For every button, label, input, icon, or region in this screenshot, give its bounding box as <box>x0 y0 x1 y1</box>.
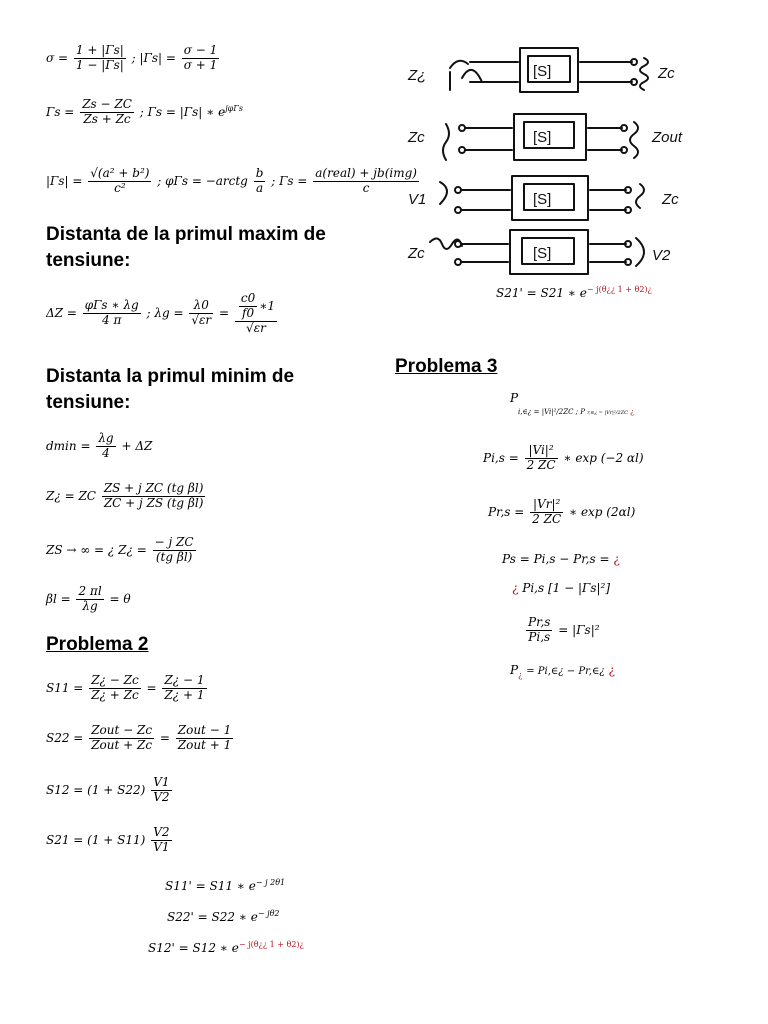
eq-ps <box>502 553 620 567</box>
frac-dz <box>83 299 141 328</box>
frac-s22-a-den: Zout + Zc <box>91 737 153 752</box>
frac-lg-den: √εr <box>191 313 212 328</box>
eq-s21-prime <box>496 285 652 301</box>
eq-zinf-lhs: ZS → ∞ = ¿ Z¿ = <box>46 542 147 557</box>
heading-problema-3: Problema 3 <box>395 356 498 377</box>
frac-c0-f0 <box>239 292 257 321</box>
eq-dmin <box>46 432 152 461</box>
frac-prs-num: |Vr|² <box>530 498 563 513</box>
sketch-row-4-left: Zc <box>408 245 425 262</box>
eq-phi-lhs: ; φΓs = −arctg <box>157 173 248 188</box>
sketch-row-3-right: Zc <box>662 191 679 208</box>
eq-pl-rhs: = Pi,∈¿ − Pr,∈¿ <box>526 666 605 677</box>
frac-pis-num: |Vi|² <box>525 444 558 459</box>
eq-dmin-lhs: dmin = <box>46 438 91 453</box>
sketch-block-2-label: [S] <box>533 129 552 146</box>
eq-ratio-tail: = |Γs|² <box>558 622 600 637</box>
eq-prs-tail: ∗ exp (2αl) <box>568 504 636 519</box>
eq-gamma-s <box>46 98 243 127</box>
frac-lg <box>189 299 213 328</box>
eq-s11-lhs: S11 = <box>46 680 84 695</box>
frac-s21-den: V1 <box>153 839 170 854</box>
frac-s21 <box>151 826 171 855</box>
frac-gamma-c-num: a(real) + jb(img) <box>315 166 417 180</box>
eq-p-load <box>510 664 615 680</box>
eq-zin-lhs: Z¿ = ZC <box>46 488 96 503</box>
eq-modulus <box>46 167 421 196</box>
frac-mod-num: √(a² + b²) <box>90 166 150 180</box>
frac-s11-a-den: Z¿ + Zc <box>91 687 139 702</box>
eq-ratio <box>524 616 600 645</box>
frac-dmin-den: 4 <box>102 445 110 460</box>
frac-lg2-tail: ∗1 <box>259 298 276 313</box>
eq-s12p-exp: − j(θ¿¿ 1 + θ2)¿ <box>238 940 304 949</box>
frac-gamma-abs-num: σ − 1 <box>183 43 218 57</box>
eq-pl-red2: ¿ <box>608 663 615 677</box>
eq-sigma <box>46 44 221 73</box>
eq-p-in <box>510 392 518 406</box>
eq-ps2-red: ¿ <box>512 581 519 595</box>
eq-s12-lhs: S12 = (1 + S22) <box>46 782 146 797</box>
eq-gamma-s-rhs: ; Γs = |Γs| ∗ e <box>139 104 226 119</box>
frac-mod-den: c² <box>114 180 126 195</box>
frac-dz-den: 4 π <box>102 313 122 328</box>
frac-phi-den: a <box>255 180 264 195</box>
frac-prs <box>530 498 563 527</box>
sketch-block-3-label: [S] <box>533 191 552 208</box>
eq-p-in-sub-text: i,∈¿ = |Vi|²/2ZC ; P <box>518 408 585 416</box>
frac-phi-num: b <box>255 166 264 180</box>
eq-s12p-text: S12' = S12 ∗ e <box>148 941 239 955</box>
sketch-row-2-right: Zout <box>652 129 683 146</box>
sketch-row-4-right: V2 <box>652 247 671 264</box>
frac-dmin-num: λg <box>98 431 114 445</box>
frac-gamma-abs <box>182 44 220 73</box>
heading-problema-2: Problema 2 <box>46 634 149 655</box>
eq-lg-lhs: ; λg = <box>146 306 184 321</box>
frac-lg-num: λ0 <box>189 299 213 314</box>
frac-zinf <box>153 536 196 565</box>
eq-s21-lhs: S21 = (1 + S11) <box>46 832 146 847</box>
eq-s21p-exp: − j(θ¿¿ 1 + θ2)¿ <box>586 285 652 294</box>
heading-min-distance: Distanta la primul minim de tensiune: <box>46 366 295 413</box>
eq-delta-z: ΔZ = $\frac{\text{φΓs ∗ λg}}{4 \pi}$ ; λg = $\frac{\lambda 0}{√\varepsilon r}$ = $\frac{c0}{f0}$ ∗1 √εr <box>46 291 276 335</box>
frac-lg2-den: √εr <box>246 320 266 335</box>
frac-s12 <box>151 776 171 805</box>
eq-sigma-lhs: σ = <box>46 50 69 65</box>
sketch-row-3-left: V1 <box>408 191 427 208</box>
eq-p-in-sub2-text: r,∈¿ = |Vr|²/2ZC <box>587 410 628 416</box>
eq-gamma-abs-lhs: ; |Γs| = <box>131 50 176 65</box>
eq-pis <box>483 444 644 473</box>
frac-bl-den: λg <box>82 598 98 613</box>
frac-zin-den: ZC + j ZS (tg βl) <box>103 495 204 510</box>
frac-gamma-s-den: Zs + Zc <box>83 111 131 126</box>
eq-ps-cont <box>512 582 610 596</box>
frac-zin <box>102 482 206 511</box>
frac-pis-den: 2 ZC <box>526 457 556 472</box>
eq-zin <box>46 482 207 511</box>
sketch-row-1-right: Zc <box>658 65 675 82</box>
eq-gamma-s-lhs: Γs = <box>46 104 75 119</box>
frac-sigma <box>74 44 126 73</box>
eq-bl-lhs: βl = <box>46 591 71 606</box>
eq-ps-text: Ps = Pi,s − Pr,s = <box>502 552 610 566</box>
sketch-block-1-label: [S] <box>533 63 552 80</box>
frac-ratio <box>526 616 552 645</box>
eq-s21 <box>46 826 174 855</box>
sketch-row-1-left: Z¿ <box>408 67 427 84</box>
handwritten-s-parameter-sketch <box>400 38 700 278</box>
frac-s11-b-den: Z¿ + 1 <box>164 687 205 702</box>
eq-s11p-text: S11' = S11 ∗ e <box>165 879 256 893</box>
eq-s22: S22 = $\frac{\text{Zout − Zc}}{\text{Zout + Zc}}$ = $\frac{\text{Zout − 1}}{\text{Zout + 1}}$ <box>46 723 232 752</box>
eq-pis-tail: ∗ exp (−2 αl) <box>563 450 644 465</box>
eq-zinf <box>46 536 198 565</box>
frac-phi <box>254 167 266 196</box>
frac-lg2-num <box>235 292 277 322</box>
eq-s22-prime <box>167 909 280 925</box>
frac-ratio-den: Pi,s <box>528 629 551 644</box>
sketch-block-4-label: [S] <box>533 245 552 262</box>
eq-dz-lhs: ΔZ = <box>46 306 77 321</box>
frac-s12-num: V1 <box>153 775 170 789</box>
frac-dmin <box>96 432 115 461</box>
eq-prs-lhs: Pr,s = <box>488 504 525 519</box>
frac-s11-a-num: Z¿ − Zc <box>91 673 139 687</box>
frac-prs-den: 2 ZC <box>532 511 562 526</box>
frac-bl <box>76 585 103 614</box>
frac-zinf-den: (tg βl) <box>155 549 193 564</box>
frac-s11-b-num: Z¿ − 1 <box>164 673 205 687</box>
eq-pis-lhs: Pi,s = <box>483 450 519 465</box>
heading-max-distance: Distanta de la primul maxim de tensiune: <box>46 224 326 271</box>
eq-ps-red: ¿ <box>613 552 620 566</box>
eq-s22p-exp: − jθ2 <box>257 909 280 918</box>
eq-pl-text: P <box>510 663 519 677</box>
eq-s21p-text: S21' = S21 ∗ e <box>496 286 587 300</box>
sketch-row-2-left: Zc <box>408 129 425 146</box>
eq-p-in-top: P <box>510 391 519 405</box>
eq-p-in-sub <box>518 408 634 417</box>
frac-s22-b <box>176 724 233 753</box>
frac-gamma-c-den: c <box>362 180 370 195</box>
frac-pis <box>525 444 558 473</box>
frac-c0: c0 <box>240 291 256 305</box>
frac-gamma-s-num: Zs − ZC <box>82 97 132 111</box>
frac-bl-num: 2 πl <box>78 584 102 598</box>
eq-gamma-s-exp: jφΓs <box>225 103 243 113</box>
frac-s12-den: V2 <box>153 789 170 804</box>
eq-s22p-text: S22' = S22 ∗ e <box>167 910 258 924</box>
eq-gamma-c-lhs: ; Γs = <box>271 173 308 188</box>
eq-beta-l <box>46 585 131 614</box>
eq-dmin-tail: + ΔZ <box>121 438 153 453</box>
eq-mod-lhs: |Γs| = <box>46 173 83 188</box>
frac-gamma-s <box>80 98 134 127</box>
eq-s11-prime <box>165 878 285 894</box>
eq-pl-red: ¿ <box>518 670 523 680</box>
eq-s12-prime <box>148 940 304 956</box>
frac-s22-b-num: Zout − 1 <box>177 723 232 737</box>
frac-s11-a <box>89 674 141 703</box>
frac-ratio-num: Pr,s <box>528 615 551 629</box>
eq-s11p-exp: − j 2θ1 <box>255 878 286 887</box>
frac-sigma-den: 1 − |Γs| <box>75 57 124 72</box>
eq-bl-tail: = θ <box>109 591 131 606</box>
frac-mod <box>88 167 151 196</box>
frac-lg2 <box>235 292 277 335</box>
frac-zinf-num: − j ZC <box>154 535 194 549</box>
eq-ps2-text: Pi,s [1 − |Γs|²] <box>522 581 611 595</box>
frac-dz-num: φΓs ∗ λg <box>84 298 139 313</box>
frac-s11-b <box>162 674 206 703</box>
eq-s22-lhs: S22 = <box>46 730 84 745</box>
frac-s22-a-num: Zout − Zc <box>91 723 153 737</box>
frac-s22-a <box>89 724 154 753</box>
frac-gamma-abs-den: σ + 1 <box>183 57 218 72</box>
frac-s21-num: V2 <box>153 825 170 839</box>
eq-s11: S11 = $\frac{Z¿ - Zc}{Z¿ + Zc}$ = $\frac{Z¿ - 1}{Z¿ + 1}$ <box>46 673 205 702</box>
eq-prs <box>488 498 635 527</box>
eq-s12 <box>46 776 174 805</box>
frac-sigma-num: 1 + |Γs| <box>75 43 124 57</box>
frac-s22-b-den: Zout + 1 <box>177 737 232 752</box>
frac-f0: f0 <box>242 305 255 320</box>
eq-p-in-red: ¿ <box>630 408 634 416</box>
frac-zin-num: ZS + j ZC (tg βl) <box>103 481 204 495</box>
